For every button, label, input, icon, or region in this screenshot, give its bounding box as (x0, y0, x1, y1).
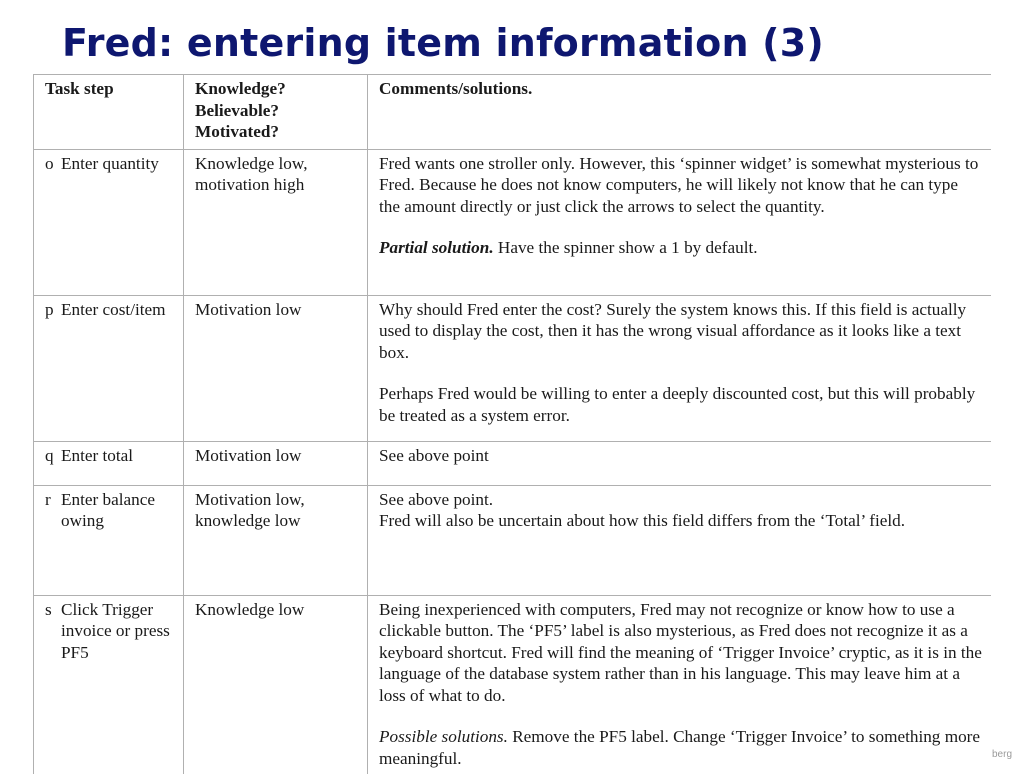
walkthrough-table (33, 74, 991, 774)
comment-text: See above point (379, 445, 489, 465)
comment-cell (368, 441, 992, 485)
table-row (34, 149, 992, 295)
header-task-step: Task step (34, 75, 184, 150)
assessment-cell: Motivation low, knowledge low (184, 485, 368, 595)
header-motivated: Motivated? (195, 122, 280, 141)
task-step-cell (34, 595, 184, 774)
table-row (34, 441, 992, 485)
comment-text: See above point. (379, 489, 494, 509)
step-letter: s (45, 599, 52, 619)
solution-label: Partial solution. (379, 238, 494, 257)
step-label: Enter total (61, 445, 134, 465)
header-believable: Believable? (195, 100, 280, 120)
table-row (34, 595, 992, 774)
header-comments: Comments/solutions. (368, 75, 992, 150)
comment-cell (368, 149, 992, 295)
comment-text-2: Fred will also be uncertain about how this field differs from the ‘Total’ field. (379, 511, 906, 530)
step-label: Enter balance owing (61, 489, 155, 530)
header-knowledge: Knowledge? (195, 79, 286, 98)
task-step-cell (34, 485, 184, 595)
assessment-cell: Knowledge low (184, 595, 368, 774)
step-label: Click Trigger invoice or press PF5 (61, 599, 170, 662)
footer-text: berg (991, 749, 1012, 760)
step-letter: o (45, 153, 54, 173)
step-label: Enter quantity (61, 153, 159, 173)
comment-cell (368, 595, 992, 774)
assessment-cell: Knowledge low, motivation high (184, 149, 368, 295)
header-assessment (184, 75, 368, 150)
table-row (34, 295, 992, 441)
task-step-cell (34, 441, 184, 485)
comment-text: Why should Fred enter the cost? Surely the system knows this. If this field is actually used to display the cost, then it has the wrong visual affordance as it looks like a text box. (379, 299, 967, 362)
task-step-cell (34, 149, 184, 295)
solution-paragraph (379, 237, 983, 259)
walkthrough-table-container (33, 74, 991, 774)
assessment-cell: Motivation low (184, 441, 368, 485)
solution-label: Possible solutions. (379, 727, 508, 746)
table-row (34, 485, 992, 595)
step-label: Enter cost/item (61, 299, 166, 319)
comment-text: Fred wants one stroller only. However, this ‘spinner widget’ is somewhat mysterious to Fred. Because he does not know computers, he will likely not know that he can type the amount directly or just click the arrows to select the quantity. (379, 153, 979, 216)
comment-text: Being inexperienced with computers, Fred may not recognize or know how to use a clickable button. The ‘PF5’ label is also mysterious, as Fred does not recognize it as a keyboard shortcut. Fred will find the meaning of ‘Trigger Invoice’ cryptic, as it is in the language of the database system rather than in his language. This may leave him at a loss of what to do. (379, 599, 982, 705)
step-letter: p (45, 299, 54, 319)
solution-text: Have the spinner show a 1 by default. (497, 238, 758, 257)
slide-title: Fred: entering item information (3) (62, 21, 824, 65)
task-step-cell (34, 295, 184, 441)
table-header-row (34, 75, 992, 150)
step-letter: q (45, 445, 54, 465)
assessment-cell: Motivation low (184, 295, 368, 441)
comment-cell (368, 485, 992, 595)
solution-paragraph (379, 726, 983, 769)
solution-text: Remove the PF5 label. Change ‘Trigger Invoice’ to something more meaningful. (379, 727, 981, 768)
comment-text-2: Perhaps Fred would be willing to enter a deeply discounted cost, but this will probably be treated as a system error. (379, 384, 976, 425)
comment-cell (368, 295, 992, 441)
step-letter: r (45, 489, 51, 509)
